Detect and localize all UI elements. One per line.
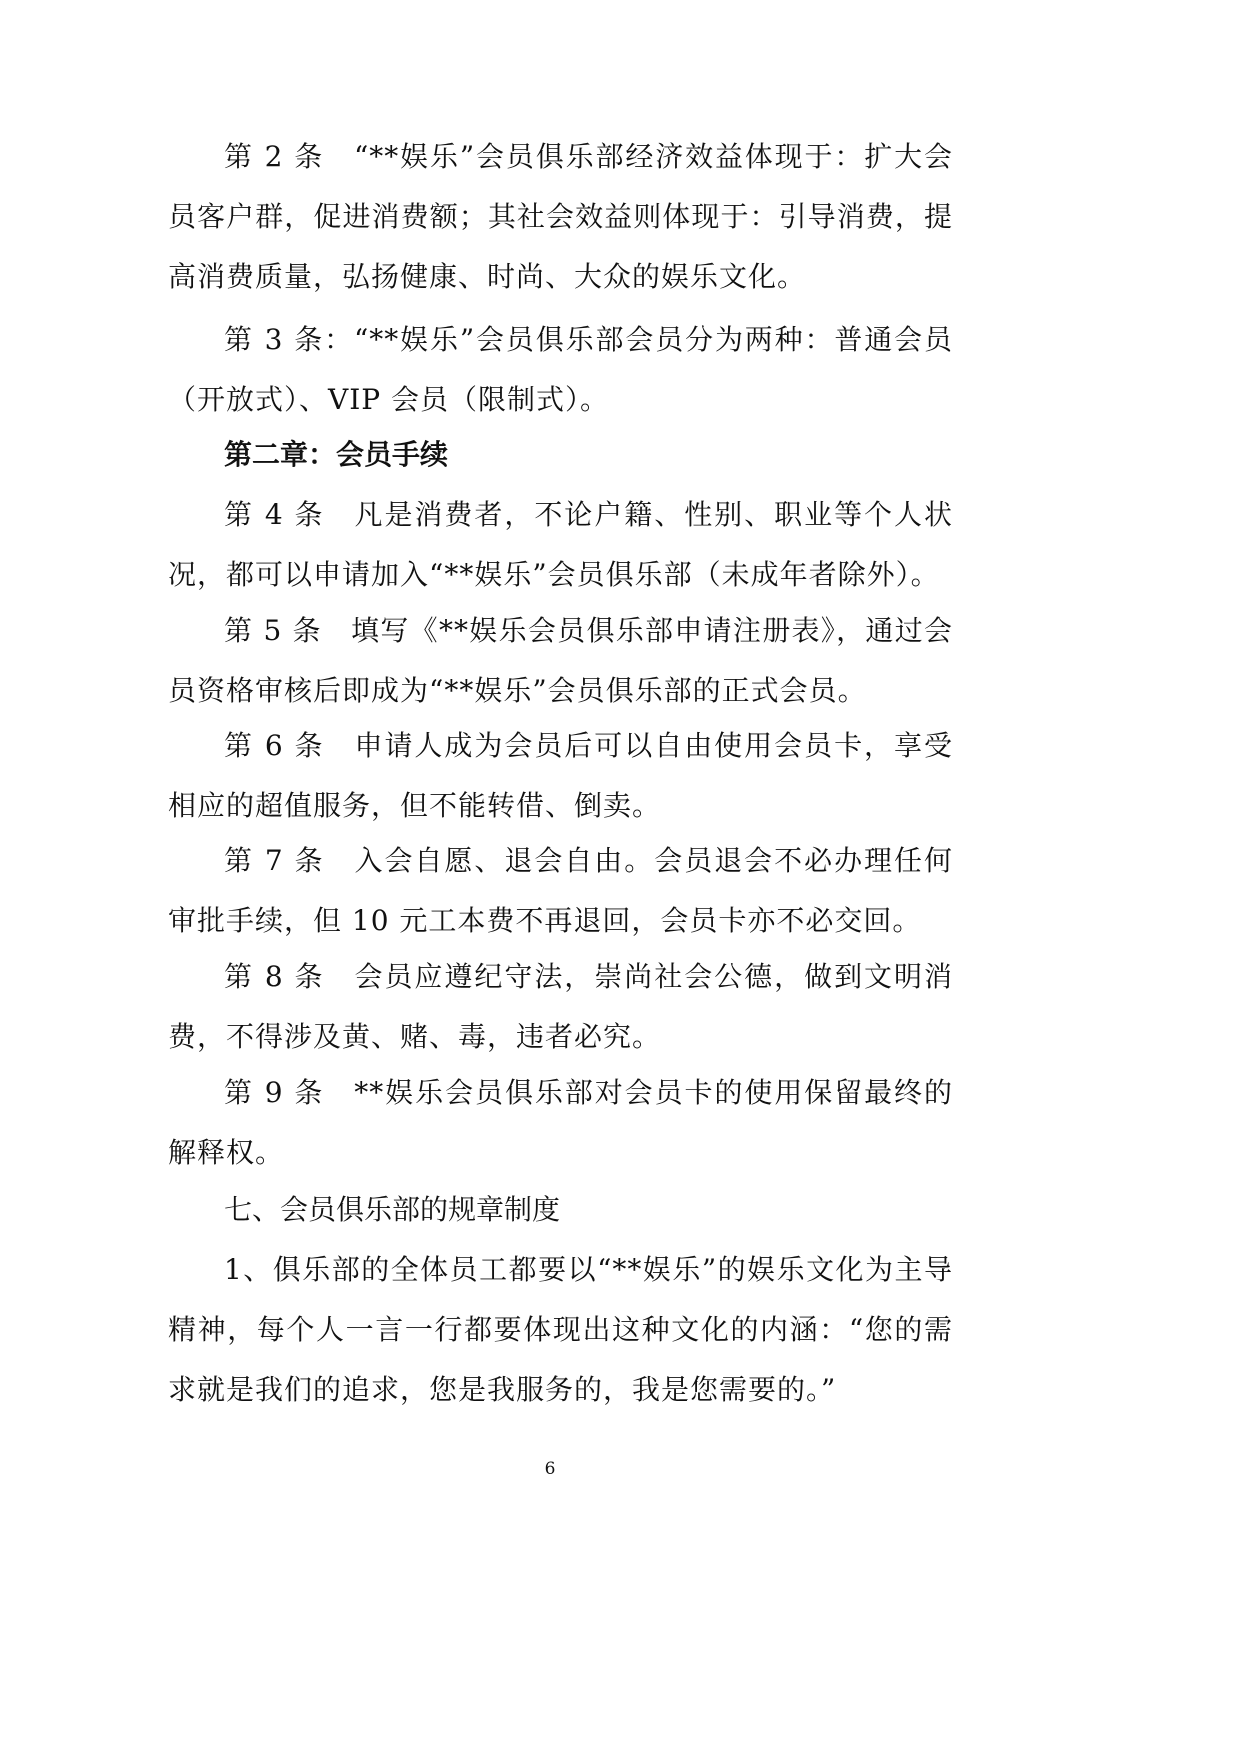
page-number: 6 bbox=[544, 1459, 556, 1479]
article-3-paragraph: 第 3 条：“**娱乐”会员俱乐部会员分为两种：普通会员（开放式）、VIP 会员（限制式）。 bbox=[168, 323, 953, 416]
chapter-2-heading: 第二章：会员手续 bbox=[224, 438, 449, 471]
article-6-paragraph: 第 6 条 申请人成为会员后可以自由使用会员卡，享受相应的超值服务，但不能转借、倒卖。 bbox=[168, 729, 953, 822]
article-9-paragraph: 第 9 条 **娱乐会员俱乐部对会员卡的使用保留最终的解释权。 bbox=[168, 1076, 953, 1169]
article-2-paragraph: 第 2 条 “**娱乐”会员俱乐部经济效益体现于：扩大会员客户群，促进消费额；其社会效益则体现于：引导消费，提高消费质量，弘扬健康、时尚、大众的娱乐文化。 bbox=[168, 140, 953, 293]
section-7-heading: 七、会员俱乐部的规章制度 bbox=[224, 1193, 561, 1226]
article-7-paragraph: 第 7 条 入会自愿、退会自由。会员退会不必办理任何审批手续，但 10 元工本费不再退回，会员卡亦不必交回。 bbox=[168, 844, 953, 937]
article-8-paragraph: 第 8 条 会员应遵纪守法，崇尚社会公德，做到文明消费，不得涉及黄、赌、毒，违者必究。 bbox=[168, 960, 953, 1053]
article-5-paragraph: 第 5 条 填写《**娱乐会员俱乐部申请注册表》，通过会员资格审核后即成为“**娱乐”会员俱乐部的正式会员。 bbox=[168, 614, 953, 707]
article-4-paragraph: 第 4 条 凡是消费者，不论户籍、性别、职业等个人状况，都可以申请加入“**娱乐”会员俱乐部（未成年者除外）。 bbox=[168, 498, 953, 591]
rule-1-paragraph: 1、俱乐部的全体员工都要以“**娱乐”的娱乐文化为主导精神，每个人一言一行都要体现出这种文化的内涵：“您的需求就是我们的追求，您是我服务的，我是您需要的。” bbox=[168, 1253, 953, 1406]
